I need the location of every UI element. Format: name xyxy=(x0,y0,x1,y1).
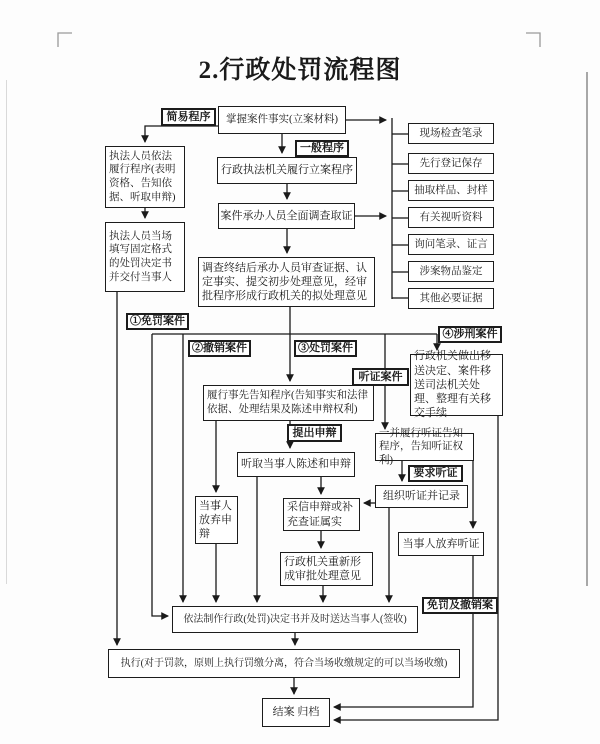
node-organize-hearing: 组织听证并记录 xyxy=(375,485,468,508)
node-file-case-procedure: 行政执法机关履行立案程序 xyxy=(217,157,357,184)
node-evidence-interview-notes: 询问笔录、证言 xyxy=(408,234,494,255)
node-label-criminal-case: ④涉刑案件 xyxy=(438,326,502,343)
node-label-general-procedure: 一般程序 xyxy=(295,140,349,157)
node-evidence-sampling: 抽取样品、封样 xyxy=(408,180,494,201)
node-party-waive-defense: 当事人放弃申辩 xyxy=(195,496,238,544)
node-label-exempt-withdraw-close: 免罚及撤销案 xyxy=(422,597,498,614)
node-make-decision-deliver: 依法制作行政(处罚)决定书并及时送达当事人(签收) xyxy=(172,606,418,633)
node-hearing-notice: 一并履行听证告知程序，告知听证权利) xyxy=(375,433,474,461)
node-label-raise-defense: 提出申辩 xyxy=(287,424,342,442)
node-reform-approval-opinion: 行政机关重新形成审批处理意见 xyxy=(280,552,373,586)
node-evidence-prior-registration: 先行登记保存 xyxy=(408,153,494,174)
node-label-exempt-case: ①免罚案件 xyxy=(126,313,189,330)
node-label-request-hearing: 要求听证 xyxy=(408,465,463,482)
node-accept-defense-verify: 采信申辩或补充查证属实 xyxy=(283,498,360,531)
node-evidence-item-appraisal: 涉案物品鉴定 xyxy=(408,261,494,282)
node-full-investigation: 案件承办人员全面调查取证 xyxy=(218,203,355,229)
node-label-penalty-case: ③处罚案件 xyxy=(294,340,357,357)
node-evidence-onsite-notes: 现场检查笔录 xyxy=(408,123,494,144)
node-grasp-facts: 掌握案件事实(立案材料) xyxy=(218,106,346,134)
node-label-simple-procedure: 简易程序 xyxy=(161,108,216,126)
node-close-archive: 结案 归档 xyxy=(262,698,330,727)
node-party-waive-hearing: 当事人放弃听证 xyxy=(398,532,484,556)
page-title: 2.行政处罚流程图 xyxy=(198,57,402,84)
node-review-evidence-opinion: 调查终结后承办人员审查证据、认定事实、提交初步处理意见，经审批程序形成行政机关的拟处理意见 xyxy=(198,257,375,307)
node-label-hearing-case: 听证案件 xyxy=(352,368,409,386)
node-evidence-other: 其他必要证据 xyxy=(408,288,494,309)
node-prior-notice-procedure: 履行事先告知程序(告知事实和法律依据、处理结果及陈述申辩权利) xyxy=(203,385,374,421)
node-execute-penalty: 执行(对于罚款，原则上执行罚缴分离，符合当场收缴规定的可以当场收缴) xyxy=(108,649,460,678)
node-evidence-audio-visual: 有关视听资料 xyxy=(408,207,494,228)
node-label-withdraw-case: ②撤销案件 xyxy=(188,340,251,357)
node-onsite-decision: 执法人员当场填写固定格式的处罚决定书并交付当事人 xyxy=(105,222,185,292)
corner-marks xyxy=(58,33,540,47)
node-transfer-judicial: 行政机关做出移送决定、案件移送司法机关处理、整理有关移交手续 xyxy=(410,354,503,416)
node-officer-legal-procedure: 执法人员依法履行程序(表明资格、告知依据、听取申辩) xyxy=(105,146,185,208)
node-hear-statement-defense: 听取当事人陈述和申辩 xyxy=(237,452,355,477)
